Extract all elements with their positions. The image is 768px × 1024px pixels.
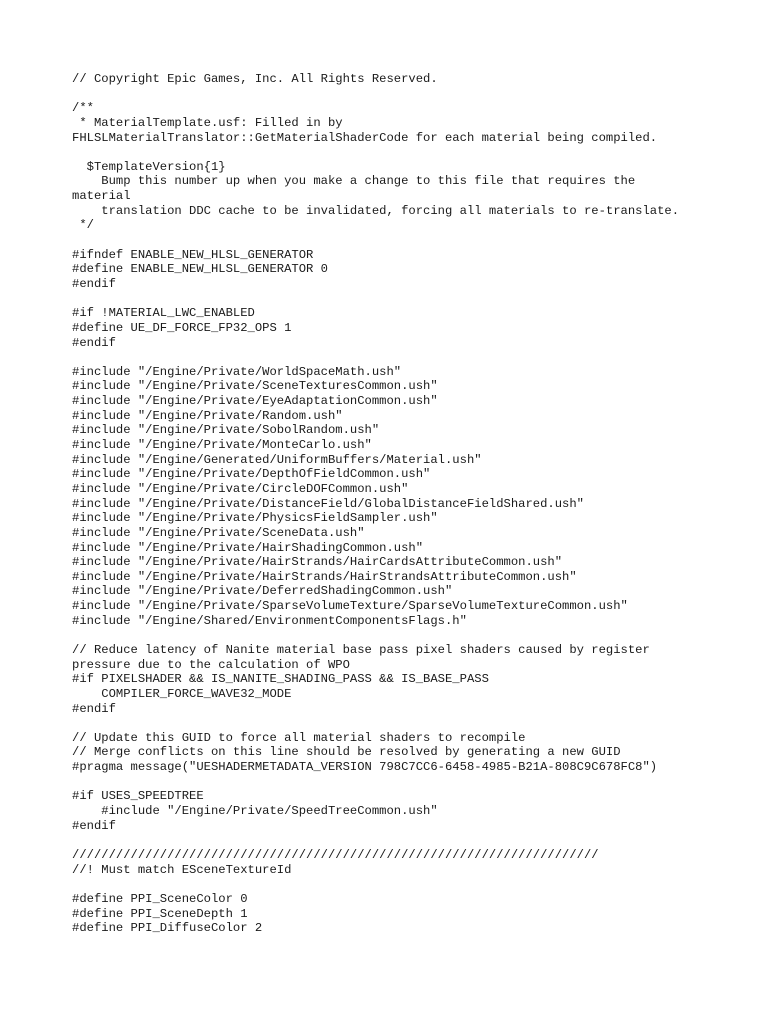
code-block bbox=[72, 72, 762, 936]
code-line: #include "/Engine/Private/SceneData.ush" bbox=[72, 525, 365, 540]
document-page bbox=[72, 72, 762, 936]
code-line: FHLSLMaterialTranslator::GetMaterialShaderCode for each material being compiled. bbox=[72, 130, 658, 145]
code-line: #include "/Engine/Private/DepthOfFieldCommon.ush" bbox=[72, 467, 431, 482]
code-line: material bbox=[72, 189, 131, 204]
code-line bbox=[72, 233, 762, 248]
code-line bbox=[72, 775, 762, 790]
code-line: #include "/Engine/Shared/EnvironmentComponentsFlags.h" bbox=[72, 613, 467, 628]
code-line: #include "/Engine/Private/CircleDOFCommon.ush" bbox=[72, 481, 409, 496]
code-line: #include "/Engine/Private/MonteCarlo.ush" bbox=[72, 438, 372, 453]
code-line bbox=[72, 833, 762, 848]
code-line: //! Must match ESceneTextureId bbox=[72, 862, 292, 877]
code-line: #define PPI_DiffuseColor 2 bbox=[72, 921, 263, 936]
code-line: #include "/Engine/Private/HairStrands/HairStrandsAttributeCommon.ush" bbox=[72, 569, 577, 584]
code-line: * MaterialTemplate.usf: Filled in by bbox=[72, 115, 343, 130]
code-line: #include "/Engine/Private/DeferredShadingCommon.ush" bbox=[72, 584, 453, 599]
code-line: #include "/Engine/Private/PhysicsFieldSampler.ush" bbox=[72, 511, 438, 526]
code-line: */ bbox=[72, 218, 94, 233]
code-line: #endif bbox=[72, 276, 116, 291]
code-line: #define UE_DF_FORCE_FP32_OPS 1 bbox=[72, 320, 292, 335]
code-line bbox=[72, 877, 762, 892]
code-line: #include "/Engine/Generated/UniformBuffers/Material.ush" bbox=[72, 452, 482, 467]
code-line: #define PPI_SceneDepth 1 bbox=[72, 906, 248, 921]
code-line bbox=[72, 716, 762, 731]
code-line: #if PIXELSHADER && IS_NANITE_SHADING_PASS && IS_BASE_PASS bbox=[72, 672, 489, 687]
code-line: translation DDC cache to be invalidated, forcing all materials to re-translate. bbox=[72, 203, 680, 218]
code-line bbox=[72, 87, 762, 102]
code-line: $TemplateVersion{1} bbox=[72, 159, 226, 174]
code-line: #include "/Engine/Private/SpeedTreeCommon.ush" bbox=[72, 804, 438, 819]
code-line bbox=[72, 292, 762, 307]
code-line: // Update this GUID to force all material shaders to recompile bbox=[72, 730, 526, 745]
code-line: #endif bbox=[72, 818, 116, 833]
code-line: COMPILER_FORCE_WAVE32_MODE bbox=[72, 686, 292, 701]
code-line: #define ENABLE_NEW_HLSL_GENERATOR 0 bbox=[72, 262, 328, 277]
code-line: // Reduce latency of Nanite material base pass pixel shaders caused by register bbox=[72, 642, 650, 657]
code-line: #include "/Engine/Private/HairShadingCommon.ush" bbox=[72, 540, 424, 555]
code-line: Bump this number up when you make a change to this file that requires the bbox=[72, 174, 636, 189]
code-line: /** bbox=[72, 101, 94, 116]
code-line: #if USES_SPEEDTREE bbox=[72, 789, 204, 804]
code-line: #include "/Engine/Private/Random.ush" bbox=[72, 408, 343, 423]
code-line: // Merge conflicts on this line should be resolved by generating a new GUID bbox=[72, 745, 621, 760]
code-line: #endif bbox=[72, 335, 116, 350]
code-line: #include "/Engine/Private/SparseVolumeTexture/SparseVolumeTextureCommon.ush" bbox=[72, 599, 628, 614]
code-line: #include "/Engine/Private/WorldSpaceMath.ush" bbox=[72, 364, 402, 379]
code-line: #pragma message("UESHADERMETADATA_VERSION 798C7CC6-6458-4985-B21A-808C9C678FC8") bbox=[72, 760, 658, 775]
code-line: #include "/Engine/Private/DistanceField/GlobalDistanceFieldShared.ush" bbox=[72, 496, 584, 511]
code-line bbox=[72, 145, 762, 160]
code-line: #include "/Engine/Private/EyeAdaptationCommon.ush" bbox=[72, 394, 438, 409]
code-line: #include "/Engine/Private/SobolRandom.ush" bbox=[72, 423, 380, 438]
code-line: #if !MATERIAL_LWC_ENABLED bbox=[72, 306, 255, 321]
code-line: pressure due to the calculation of WPO bbox=[72, 657, 350, 672]
code-line bbox=[72, 628, 762, 643]
code-line: #include "/Engine/Private/HairStrands/HairCardsAttributeCommon.ush" bbox=[72, 555, 563, 570]
code-line: // Copyright Epic Games, Inc. All Rights Reserved. bbox=[72, 72, 438, 86]
code-line: #ifndef ENABLE_NEW_HLSL_GENERATOR bbox=[72, 247, 314, 262]
code-line: #include "/Engine/Private/SceneTexturesCommon.ush" bbox=[72, 379, 438, 394]
code-line: #endif bbox=[72, 701, 116, 716]
code-line: #define PPI_SceneColor 0 bbox=[72, 891, 248, 906]
code-line: //////////////////////////////////////////////////////////////////////// bbox=[72, 847, 599, 862]
code-line bbox=[72, 350, 762, 365]
